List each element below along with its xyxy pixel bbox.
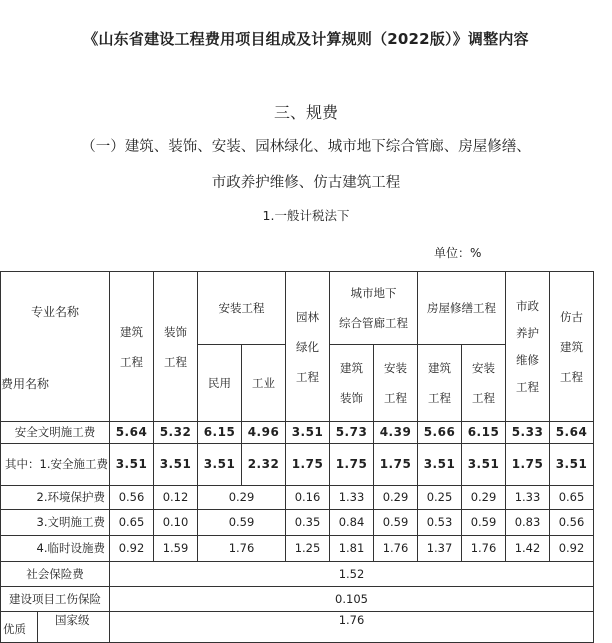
table-cell: 3.51: [418, 444, 462, 486]
table-cell: 0.35: [286, 510, 330, 536]
table-cell: 1.75: [506, 444, 550, 486]
table-cell: 5.73: [330, 422, 374, 444]
table-cell: 0.25: [418, 486, 462, 510]
table-row: [1, 612, 594, 643]
table-row: [1, 562, 594, 587]
table-cell: 0.56: [550, 510, 594, 536]
table-cell: 5.64: [550, 422, 594, 444]
corner-top-label: 专业名称: [30, 305, 79, 319]
fee-rate-table: [0, 271, 594, 643]
quality-sub-label: 国家级: [55, 613, 90, 627]
row-label: 3.文明施工费: [1, 510, 110, 536]
col-header-xiushan-jz: 建筑 工程: [418, 345, 462, 422]
col-header-jianzhu: 建筑 工程: [110, 272, 154, 422]
table-cell: 0.56: [110, 486, 154, 510]
row-label: 安全文明施工费: [1, 422, 110, 444]
table-cell: 0.92: [110, 536, 154, 562]
row-label: [1, 612, 110, 643]
table-cell: 1.25: [286, 536, 330, 562]
table-cell: 0.59: [198, 510, 286, 536]
table-cell: 1.81: [330, 536, 374, 562]
table-cell: 3.51: [110, 444, 154, 486]
table-cell: 0.16: [286, 486, 330, 510]
table-cell: 1.75: [286, 444, 330, 486]
col-header-minyong: 民用: [198, 345, 242, 422]
table-cell: 0.92: [550, 536, 594, 562]
table-cell: 0.65: [110, 510, 154, 536]
table-row: [1, 444, 594, 486]
table-cell: 0.10: [154, 510, 198, 536]
table-cell: 1.75: [374, 444, 418, 486]
table-cell: 5.32: [154, 422, 198, 444]
table-cell: 0.29: [374, 486, 418, 510]
table-cell: 0.29: [462, 486, 506, 510]
table-row: [1, 536, 594, 562]
table-row: [1, 486, 594, 510]
col-header-gongye: 工业: [242, 345, 286, 422]
table-cell: 1.59: [154, 536, 198, 562]
table-cell: 3.51: [154, 444, 198, 486]
table-row: [1, 422, 594, 444]
row-label: 其中：1.安全施工费: [1, 444, 110, 486]
table-cell: 1.33: [506, 486, 550, 510]
table-cell: 0.83: [506, 510, 550, 536]
table-cell: 0.12: [154, 486, 198, 510]
section-heading: 三、规费: [273, 103, 338, 122]
table-cell: 0.29: [198, 486, 286, 510]
row-label: 建设项目工伤保险: [1, 587, 110, 612]
quality-label: 优质: [3, 622, 26, 636]
table-cell: 0.59: [462, 510, 506, 536]
table-cell: 1.42: [506, 536, 550, 562]
col-header-guanlang-jz: 建筑 装饰: [330, 345, 374, 422]
col-header-xiushan: 房屋修缮工程: [418, 272, 506, 345]
table-cell: 5.64: [110, 422, 154, 444]
col-header-anzhuang: 安装工程: [198, 272, 286, 345]
table-cell: 1.75: [330, 444, 374, 486]
table-cell: 6.15: [198, 422, 242, 444]
subsection-heading-line1: （一）建筑、装饰、安装、园林绿化、城市地下综合管廊、房屋修缮、: [81, 139, 531, 155]
tax-method-heading: 1.一般计税法下: [262, 208, 350, 223]
unit-label: 单位：%: [434, 246, 482, 260]
table-cell: 1.37: [418, 536, 462, 562]
col-header-xiushan-az: 安装 工程: [462, 345, 506, 422]
row-label: 2.环境保护费: [1, 486, 110, 510]
subsection-heading-line2: 市政养护维修、仿古建筑工程: [211, 175, 401, 191]
row-label: 社会保险费: [1, 562, 110, 587]
table-cell: 1.76: [110, 612, 594, 643]
table-cell: 1.76: [374, 536, 418, 562]
table-cell: 0.53: [418, 510, 462, 536]
table-cell: 3.51: [286, 422, 330, 444]
document-title: 《山东省建设工程费用项目组成及计算规则（2022版）》调整内容: [83, 30, 529, 48]
table-cell: 1.33: [330, 486, 374, 510]
table-cell: 0.105: [110, 587, 594, 612]
table-cell: 1.52: [110, 562, 594, 587]
col-header-guanlang-az: 安装 工程: [374, 345, 418, 422]
table-cell: 2.32: [242, 444, 286, 486]
col-header-shizheng: 市政 养护 维修 工程: [506, 272, 550, 422]
table-cell: 1.76: [462, 536, 506, 562]
table-corner-header: [1, 272, 110, 422]
table-cell: 6.15: [462, 422, 506, 444]
col-header-fanggu: 仿古 建筑 工程: [550, 272, 594, 422]
row-label: 4.临时设施费: [1, 536, 110, 562]
table-cell: 5.66: [418, 422, 462, 444]
table-cell: 4.39: [374, 422, 418, 444]
table-cell: 0.84: [330, 510, 374, 536]
table-cell: 3.51: [462, 444, 506, 486]
corner-bottom-label: 费用名称: [1, 377, 50, 391]
table-cell: 3.51: [550, 444, 594, 486]
table-cell: 4.96: [242, 422, 286, 444]
table-cell: 0.65: [550, 486, 594, 510]
col-header-guanlang: 城市地下 综合管廊工程: [330, 272, 418, 345]
table-cell: 0.59: [374, 510, 418, 536]
col-header-zhuangshi: 装饰 工程: [154, 272, 198, 422]
table-cell: 1.76: [198, 536, 286, 562]
table-row: [1, 587, 594, 612]
table-cell: 5.33: [506, 422, 550, 444]
table-row: [1, 510, 594, 536]
table-cell: 3.51: [198, 444, 242, 486]
col-header-yuanlin: 园林 绿化 工程: [286, 272, 330, 422]
